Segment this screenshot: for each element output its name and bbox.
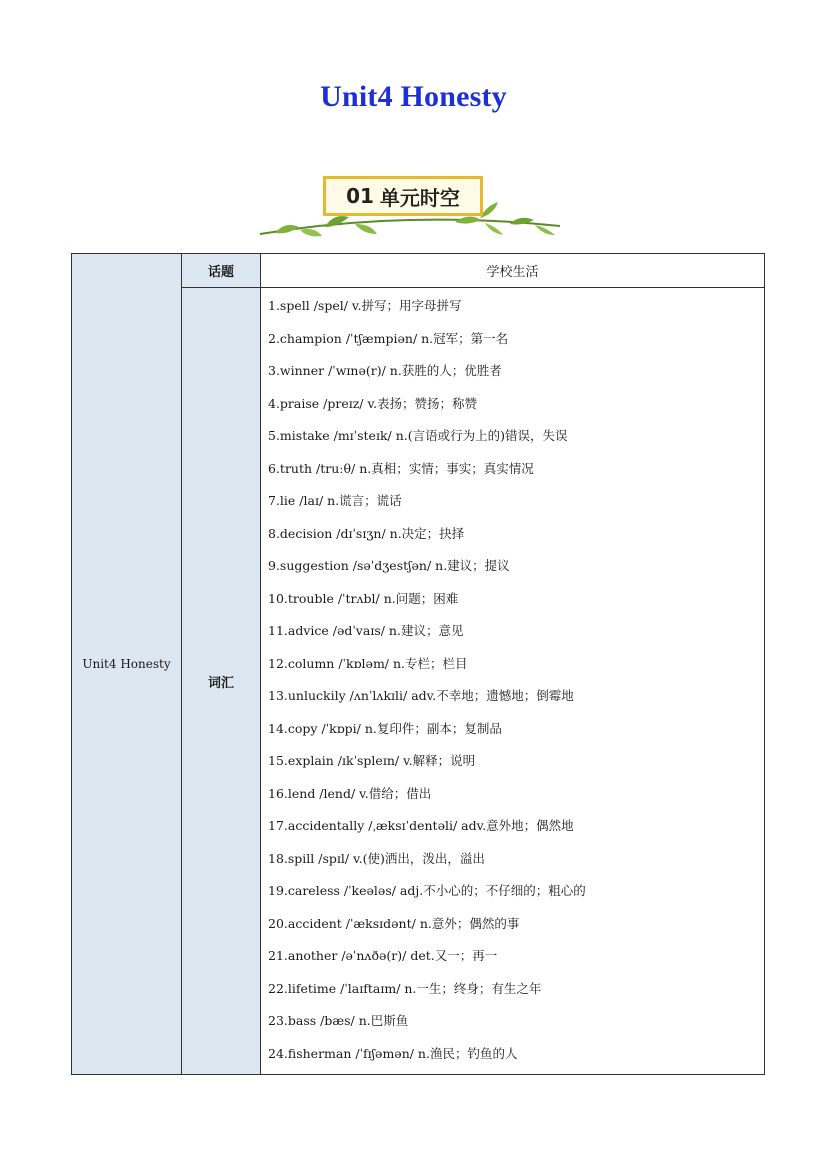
vocab-list [261, 288, 764, 1074]
vocab-item: 3.winner /ˈwɪnə(r)/ n.获胜的人；优胜者 [268, 363, 502, 378]
page-title: Unit4 Honesty [320, 80, 507, 113]
vocab-item: 22.lifetime /ˈlaɪftaɪm/ n.一生；终身；有生之年 [268, 980, 542, 996]
vocab-item: 17.accidentally /ˌæksɪˈdentəli/ adv.意外地；偶然地 [268, 818, 574, 833]
vocab-item: 1.spell /spel/ v.拼写；用字母拼写 [268, 298, 462, 313]
vocab-item: 21.another /əˈnʌðə(r)/ det.又一；再一 [268, 948, 498, 963]
vocab-item: 12.column /ˈkɒləm/ n.专栏；栏目 [268, 655, 468, 671]
vocab-cell [261, 288, 765, 1075]
vocab-item: 15.explain /ɪkˈspleɪn/ v.解释；说明 [268, 753, 476, 768]
vocab-item: 9.suggestion /səˈdʒestʃən/ n.建议；提议 [268, 558, 510, 573]
unit-name-cell: Unit4 Honesty [72, 254, 182, 1075]
vocab-item: 14.copy /ˈkɒpi/ n.复印件；副本；复制品 [268, 720, 502, 736]
vocab-item: 24.fisherman /ˈfɪʃəmən/ n.渔民；钓鱼的人 [268, 1045, 518, 1061]
topic-label: 话题 [182, 254, 261, 288]
vocab-item: 23.bass /bæs/ n.巴斯鱼 [268, 1013, 409, 1028]
vocab-item: 7.lie /laɪ/ n.谎言；谎话 [268, 493, 402, 508]
vocab-item: 10.trouble /ˈtrʌbl/ n.问题；困难 [268, 590, 459, 606]
vocab-item: 4.praise /preɪz/ v.表扬；赞扬；称赞 [268, 395, 478, 411]
vocab-table [71, 253, 765, 1075]
vocab-item: 16.lend /lend/ v.借给；借出 [268, 785, 432, 801]
vocab-item: 6.truth /truːθ/ n.真相；实情；事实；真实情况 [268, 460, 534, 476]
vocab-item: 5.mistake /mɪˈsteɪk/ n.(言语或行为上的)错误，失误 [268, 428, 568, 443]
vocab-item: 11.advice /ədˈvaɪs/ n.建议；意见 [268, 623, 464, 638]
table-row [72, 254, 765, 288]
section-number: 01 [346, 184, 374, 208]
vocab-label: 词汇 [182, 288, 261, 1075]
vocab-item: 19.careless /ˈkeələs/ adj.不小心的；不仔细的；粗心的 [268, 883, 586, 898]
section-label-box [323, 176, 483, 216]
topic-value: 学校生活 [261, 254, 765, 288]
vocab-item: 8.decision /dɪˈsɪʒn/ n.决定；抉择 [268, 525, 465, 541]
vocab-item: 13.unluckily /ʌnˈlʌkɪli/ adv.不幸地；遗憾地；倒霉地 [268, 688, 574, 703]
vocab-item: 2.champion /ˈtʃæmpiən/ n.冠军；第一名 [268, 330, 509, 346]
vocab-item: 18.spill /spɪl/ v.(使)洒出，泼出，溢出 [268, 850, 485, 866]
section-label: 单元时空 [379, 185, 460, 210]
section-badge [255, 170, 565, 240]
vocab-item: 20.accident /ˈæksɪdənt/ n.意外；偶然的事 [268, 915, 520, 931]
